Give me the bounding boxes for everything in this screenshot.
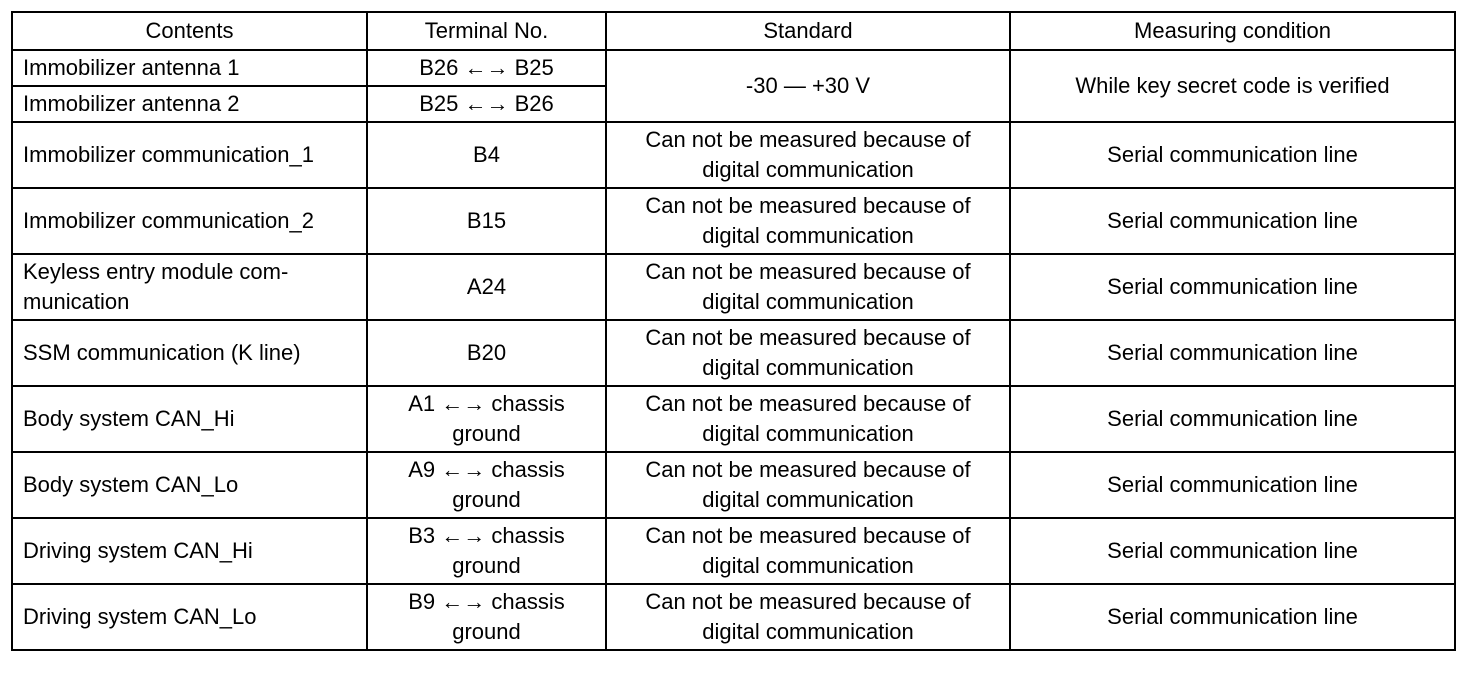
standard-text: digital communication: [702, 157, 914, 182]
cell-condition: [1010, 50, 1455, 122]
table-row: [12, 452, 1455, 518]
table-row: [12, 584, 1455, 650]
terminal-text: A1 ←→ chassis: [408, 391, 565, 416]
terminal-text: ground: [452, 553, 521, 578]
cell-contents: [12, 584, 367, 650]
standard-text: digital communication: [702, 421, 914, 446]
cell-standard: [606, 188, 1010, 254]
terminal-text: B9 ←→ chassis: [408, 589, 565, 614]
cell-contents: [12, 452, 367, 518]
cell-standard: [606, 320, 1010, 386]
cell-condition: [1010, 452, 1455, 518]
header-measuring-condition: Measuring condition: [1010, 12, 1455, 50]
contents-text: Driving system CAN_Lo: [23, 604, 257, 629]
standard-text: Can not be measured because of: [645, 523, 971, 548]
standard-text: Can not be measured because of: [645, 193, 971, 218]
cell-standard: [606, 254, 1010, 320]
terminal-text: A24: [466, 274, 507, 299]
cell-terminal: [367, 452, 606, 518]
cell-condition: [1010, 122, 1455, 188]
cell-condition: [1010, 320, 1455, 386]
standard-text: digital communication: [702, 355, 914, 380]
cell-terminal: [367, 386, 606, 452]
condition-text: Serial communication line: [1107, 274, 1358, 299]
cell-terminal: [367, 518, 606, 584]
condition-text: Serial communication line: [1107, 472, 1358, 497]
condition-text: Serial communication line: [1107, 538, 1358, 563]
contents-text: Driving system CAN_Hi: [23, 538, 253, 563]
condition-text: Serial communication line: [1107, 340, 1358, 365]
cell-terminal: [367, 254, 606, 320]
standard-text: -30 — +30 V: [745, 73, 871, 98]
cell-condition: [1010, 386, 1455, 452]
terminal-spec-table: [11, 11, 1456, 651]
terminal-text: ground: [452, 619, 521, 644]
terminal-text: B15: [466, 208, 507, 233]
table-row: [12, 386, 1455, 452]
standard-text: digital communication: [702, 619, 914, 644]
contents-text: Immobilizer antenna 2: [23, 91, 240, 116]
terminal-text: A9 ←→ chassis: [408, 457, 565, 482]
table-body: [12, 50, 1455, 650]
cell-contents: [12, 386, 367, 452]
standard-text: digital communication: [702, 289, 914, 314]
table-row: [12, 122, 1455, 188]
cell-standard: [606, 122, 1010, 188]
standard-text: Can not be measured because of: [645, 589, 971, 614]
cell-terminal: [367, 188, 606, 254]
contents-text: Body system CAN_Lo: [23, 472, 239, 497]
contents-text: Immobilizer communication_1: [23, 142, 314, 167]
cell-standard: [606, 584, 1010, 650]
condition-text: Serial communication line: [1107, 604, 1358, 629]
cell-contents: [12, 320, 367, 386]
contents-text: Immobilizer communication_2: [23, 208, 314, 233]
standard-text: Can not be measured because of: [645, 259, 971, 284]
cell-standard: [606, 50, 1010, 122]
cell-contents: [12, 518, 367, 584]
cell-contents: [12, 188, 367, 254]
cell-contents: [12, 50, 367, 86]
table-row: [12, 518, 1455, 584]
contents-text: SSM communication (K line): [23, 340, 301, 365]
standard-text: Can not be measured because of: [645, 127, 971, 152]
terminal-text: B20: [466, 340, 507, 365]
cell-standard: [606, 452, 1010, 518]
cell-condition: [1010, 584, 1455, 650]
contents-text: munication: [23, 289, 130, 314]
condition-text: Serial communication line: [1107, 142, 1358, 167]
terminal-text: B3 ←→ chassis: [408, 523, 565, 548]
contents-text: Immobilizer antenna 1: [23, 55, 240, 80]
cell-standard: [606, 518, 1010, 584]
cell-terminal: [367, 122, 606, 188]
table-row: [12, 320, 1455, 386]
cell-standard: [606, 386, 1010, 452]
table-row: [12, 50, 1455, 86]
header-row: [12, 12, 1455, 50]
terminal-text: B4: [473, 142, 500, 167]
header-contents: Contents: [12, 12, 367, 50]
cell-terminal: [367, 584, 606, 650]
cell-contents: [12, 122, 367, 188]
cell-terminal: [367, 50, 606, 86]
condition-text: Serial communication line: [1107, 208, 1358, 233]
standard-text: Can not be measured because of: [645, 457, 971, 482]
header-standard: Standard: [606, 12, 1010, 50]
standard-text: Can not be measured because of: [645, 391, 971, 416]
terminal-text: B25 ←→ B26: [419, 91, 554, 116]
terminal-text: B26 ←→ B25: [419, 55, 554, 80]
cell-contents: [12, 86, 367, 122]
cell-condition: [1010, 254, 1455, 320]
cell-condition: [1010, 188, 1455, 254]
condition-text: While key secret code is verified: [1075, 73, 1390, 98]
contents-text: Keyless entry module com-: [23, 259, 289, 284]
table-row: [12, 254, 1455, 320]
cell-terminal: [367, 86, 606, 122]
condition-text: Serial communication line: [1107, 406, 1358, 431]
cell-contents: [12, 254, 367, 320]
standard-text: Can not be measured because of: [645, 325, 971, 350]
standard-text: digital communication: [702, 487, 914, 512]
table-row: [12, 188, 1455, 254]
terminal-text: ground: [452, 487, 521, 512]
terminal-text: ground: [452, 421, 521, 446]
cell-terminal: [367, 320, 606, 386]
spec-table-wrapper: [11, 11, 1456, 651]
cell-condition: [1010, 518, 1455, 584]
contents-text: Body system CAN_Hi: [23, 406, 235, 431]
standard-text: digital communication: [702, 553, 914, 578]
standard-text: digital communication: [702, 223, 914, 248]
header-terminal-no: Terminal No.: [367, 12, 606, 50]
